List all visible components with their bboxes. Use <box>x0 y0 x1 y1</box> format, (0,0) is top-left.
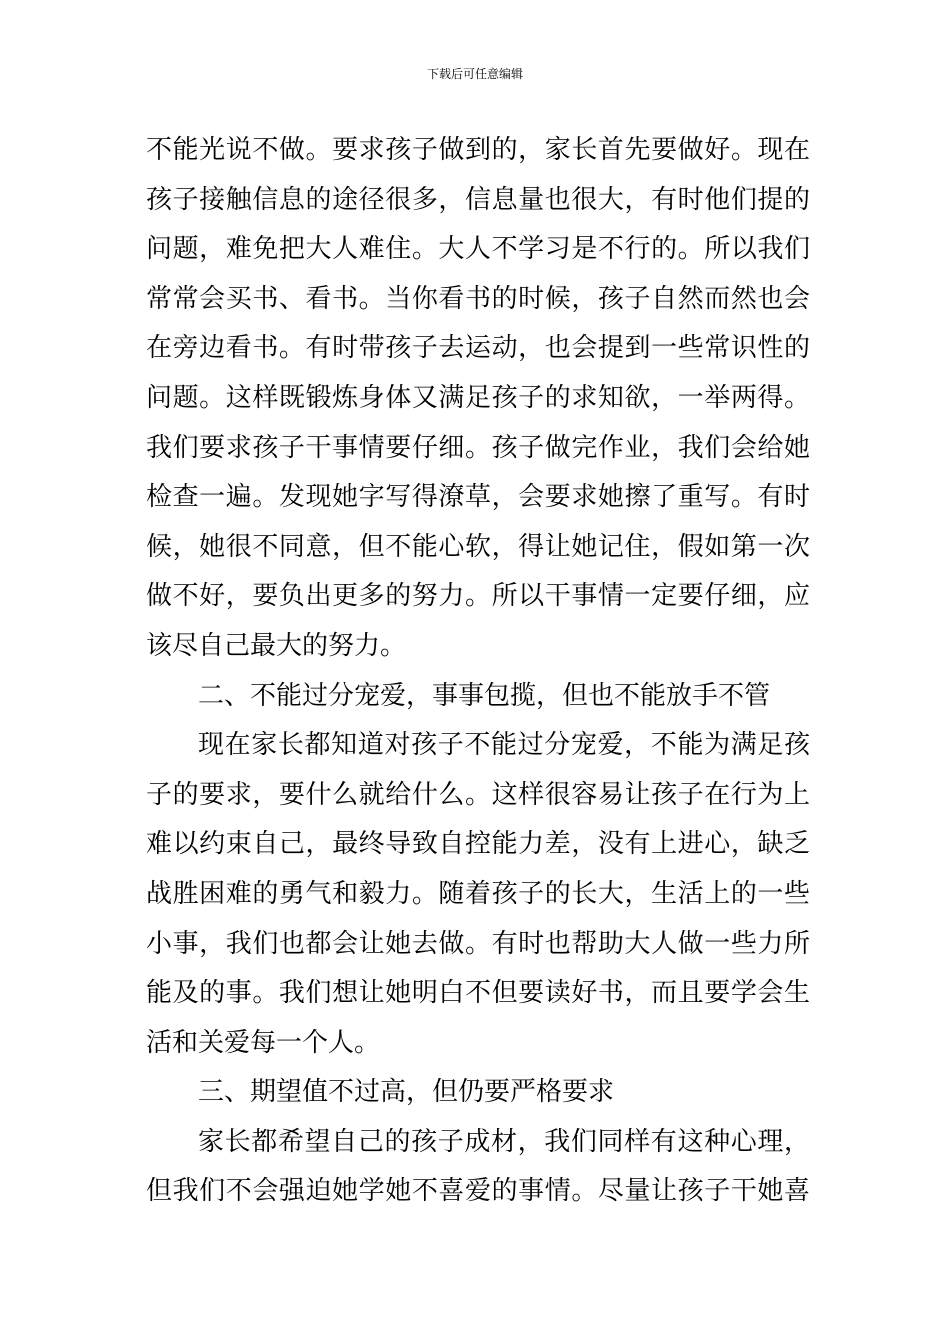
text-line: 不能光说不做。要求孩子做到的，家长首先要做好。现在 <box>146 135 810 165</box>
text-line: 战胜困难的勇气和毅力。随着孩子的长大，生活上的一些 <box>146 878 810 909</box>
text-line: 孩子接触信息的途径很多，信息量也很大，有时他们提的 <box>146 184 810 215</box>
text-line: 活和关爱每一个人。 <box>146 1027 381 1058</box>
text-line: 该尽自己最大的努力。 <box>146 630 407 661</box>
page-header: 下载后可任意编辑 <box>426 67 523 81</box>
text-line: 三、期望值不过高，但仍要严格要求 <box>198 1077 615 1108</box>
text-line: 小事，我们也都会让她去做。有时也帮助大人做一些力所 <box>146 928 810 959</box>
text-line: 家长都希望自己的孩子成材，我们同样有这种心理， <box>198 1126 810 1157</box>
text-line: 现在家长都知道对孩子不能过分宠爱，不能为满足孩 <box>198 730 810 761</box>
text-line: 检查一遍。发现她字写得潦草，会要求她擦了重写。有时 <box>146 482 810 513</box>
text-line: 二、不能过分宠爱，事事包揽，但也不能放手不管 <box>198 680 771 711</box>
text-line: 常常会买书、看书。当你看书的时候，孩子自然而然也会 <box>146 283 810 314</box>
text-line: 能及的事。我们想让她明白不但要读好书，而且要学会生 <box>146 978 810 1009</box>
text-line: 我们要求孩子干事情要仔细。孩子做完作业，我们会给她 <box>146 432 810 463</box>
text-line: 问题，难免把大人难住。大人不学习是不行的。所以我们 <box>146 234 810 265</box>
document-body <box>146 126 810 1217</box>
text-line: 但我们不会强迫她学她不喜爱的事情。尽量让孩子干她喜 <box>146 1176 810 1207</box>
text-line: 子的要求，要什么就给什么。这样很容易让孩子在行为上 <box>146 779 810 810</box>
text-line: 问题。这样既锻炼身体又满足孩子的求知欲，一举两得。 <box>146 382 810 413</box>
text-line: 在旁边看书。有时带孩子去运动，也会提到一些常识性的 <box>146 333 810 364</box>
text-line: 做不好，要负出更多的努力。所以干事情一定要仔细，应 <box>146 581 810 612</box>
text-line: 候，她很不同意，但不能心软，得让她记住，假如第一次 <box>146 531 810 562</box>
text-line: 难以约束自己，最终导致自控能力差，没有上进心，缺乏 <box>146 829 810 860</box>
